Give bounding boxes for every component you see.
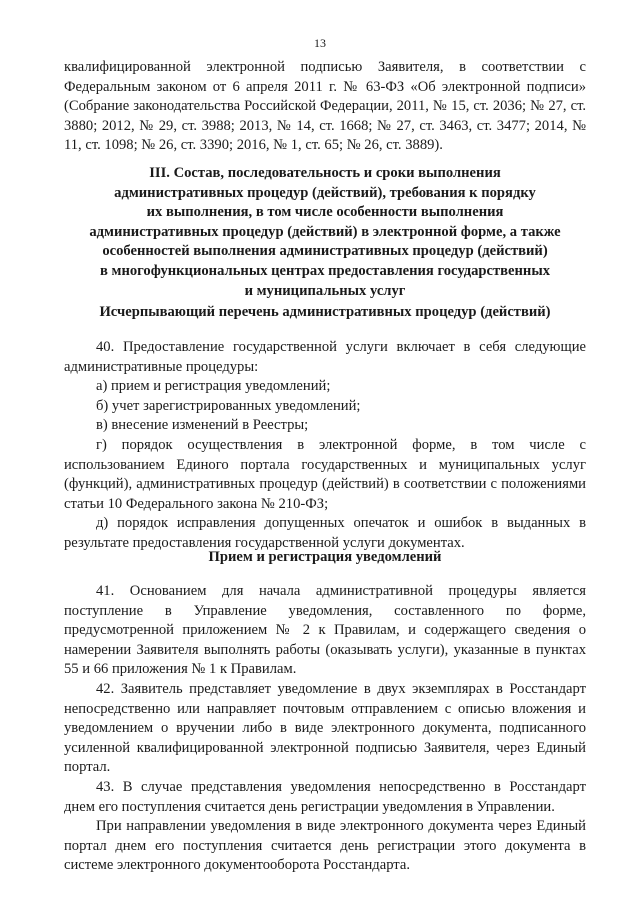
section-title-line: в многофункциональных центрах предоставления государственных — [99, 262, 551, 279]
list-item: д) порядок исправления допущенных опечаток и ошибок в выданных в результате предоставления государственной услуги документах. — [64, 515, 586, 551]
item-42: 42. Заявитель представляет уведомление в двух экземплярах в Росстандарт непосредственно или направляет почтовым отправлением с описью вложения и уведомлением о вручении либо в виде электронного документа, подписанного усиленной квалифицированной электронной подписью Заявителя, через Единый портал. — [64, 680, 586, 776]
section-title — [64, 164, 586, 301]
item-40-block — [64, 338, 586, 554]
section-title-line: административных процедур (действий), требования к порядку — [114, 184, 536, 201]
section-title-line: административных процедур (действий) в электронной форме, а также — [89, 223, 561, 240]
intro-paragraph-block — [64, 58, 586, 156]
intro-paragraph: квалифицированной электронной подписью Заявителя, в соответствии с Федеральным законом от 6 апреля 2011 г. № 63-ФЗ «Об электронной подписи» (Собрание законодательства Российской Федерации, 2011, № 15, ст. 2036; № 27, ст. 3880; 2012, № 29, ст. 3988; 2013, № 14, ст. 1668; № 27, ст. 3463, ст. 3477; 2014, № 11, ст. 1098; № 26, ст. 3390; 2016, № 1, ст. 65; № 26, ст. 3889). — [64, 59, 586, 154]
section-title-line: III. Состав, последовательность и сроки выполнения — [149, 165, 501, 181]
section-title-line: их выполнения, в том числе особенности выполнения — [146, 204, 504, 221]
item-43: 43. В случае представления уведомления непосредственно в Росстандарт днем его поступления считается день регистрации уведомления в Управлении. — [64, 778, 586, 815]
list-item: а) прием и регистрация уведомлений; — [96, 378, 331, 395]
section-title-line: особенностей выполнения административных процедур (действий) — [102, 243, 548, 260]
items-41-43-block — [64, 582, 586, 876]
list-item: в) внесение изменений в Реестры; — [96, 417, 309, 434]
subsection-title-procedures: Исчерпывающий перечень административных процедур (действий) — [99, 304, 551, 320]
page-number: 13 — [314, 36, 326, 50]
list-item: б) учет зарегистрированных уведомлений; — [96, 397, 361, 414]
item-40-intro: 40. Предоставление государственной услуги включает в себя следующие административные процедуры: — [64, 339, 586, 375]
list-item: г) порядок осуществления в электронной форме, в том числе с использованием Единого портала государственных и муниципальных услуг (функций), административных процедур (действий) в соответствии с положениями статьи 10 Федерального закона № 210-ФЗ; — [64, 436, 586, 512]
item-43-continuation: При направлении уведомления в виде электронного документа через Единый портал днем его поступления считается день регистрации этого документа в системе электронного документооборота Росстандарта. — [64, 818, 586, 874]
section-title-line: и муниципальных услуг — [244, 282, 406, 299]
item-41: 41. Основанием для начала административной процедуры является поступление в Управление уведомления, составленного по форме, предусмотренной приложением № 2 к Правилам, и содержащего сведения о намерении Заявителя выполнять работы (оказывать услуги), указанные в пунктах 55 и 66 приложения № 1 к Правилам. — [64, 583, 586, 678]
subsection-title-registration: Прием и регистрация уведомлений — [208, 549, 442, 565]
